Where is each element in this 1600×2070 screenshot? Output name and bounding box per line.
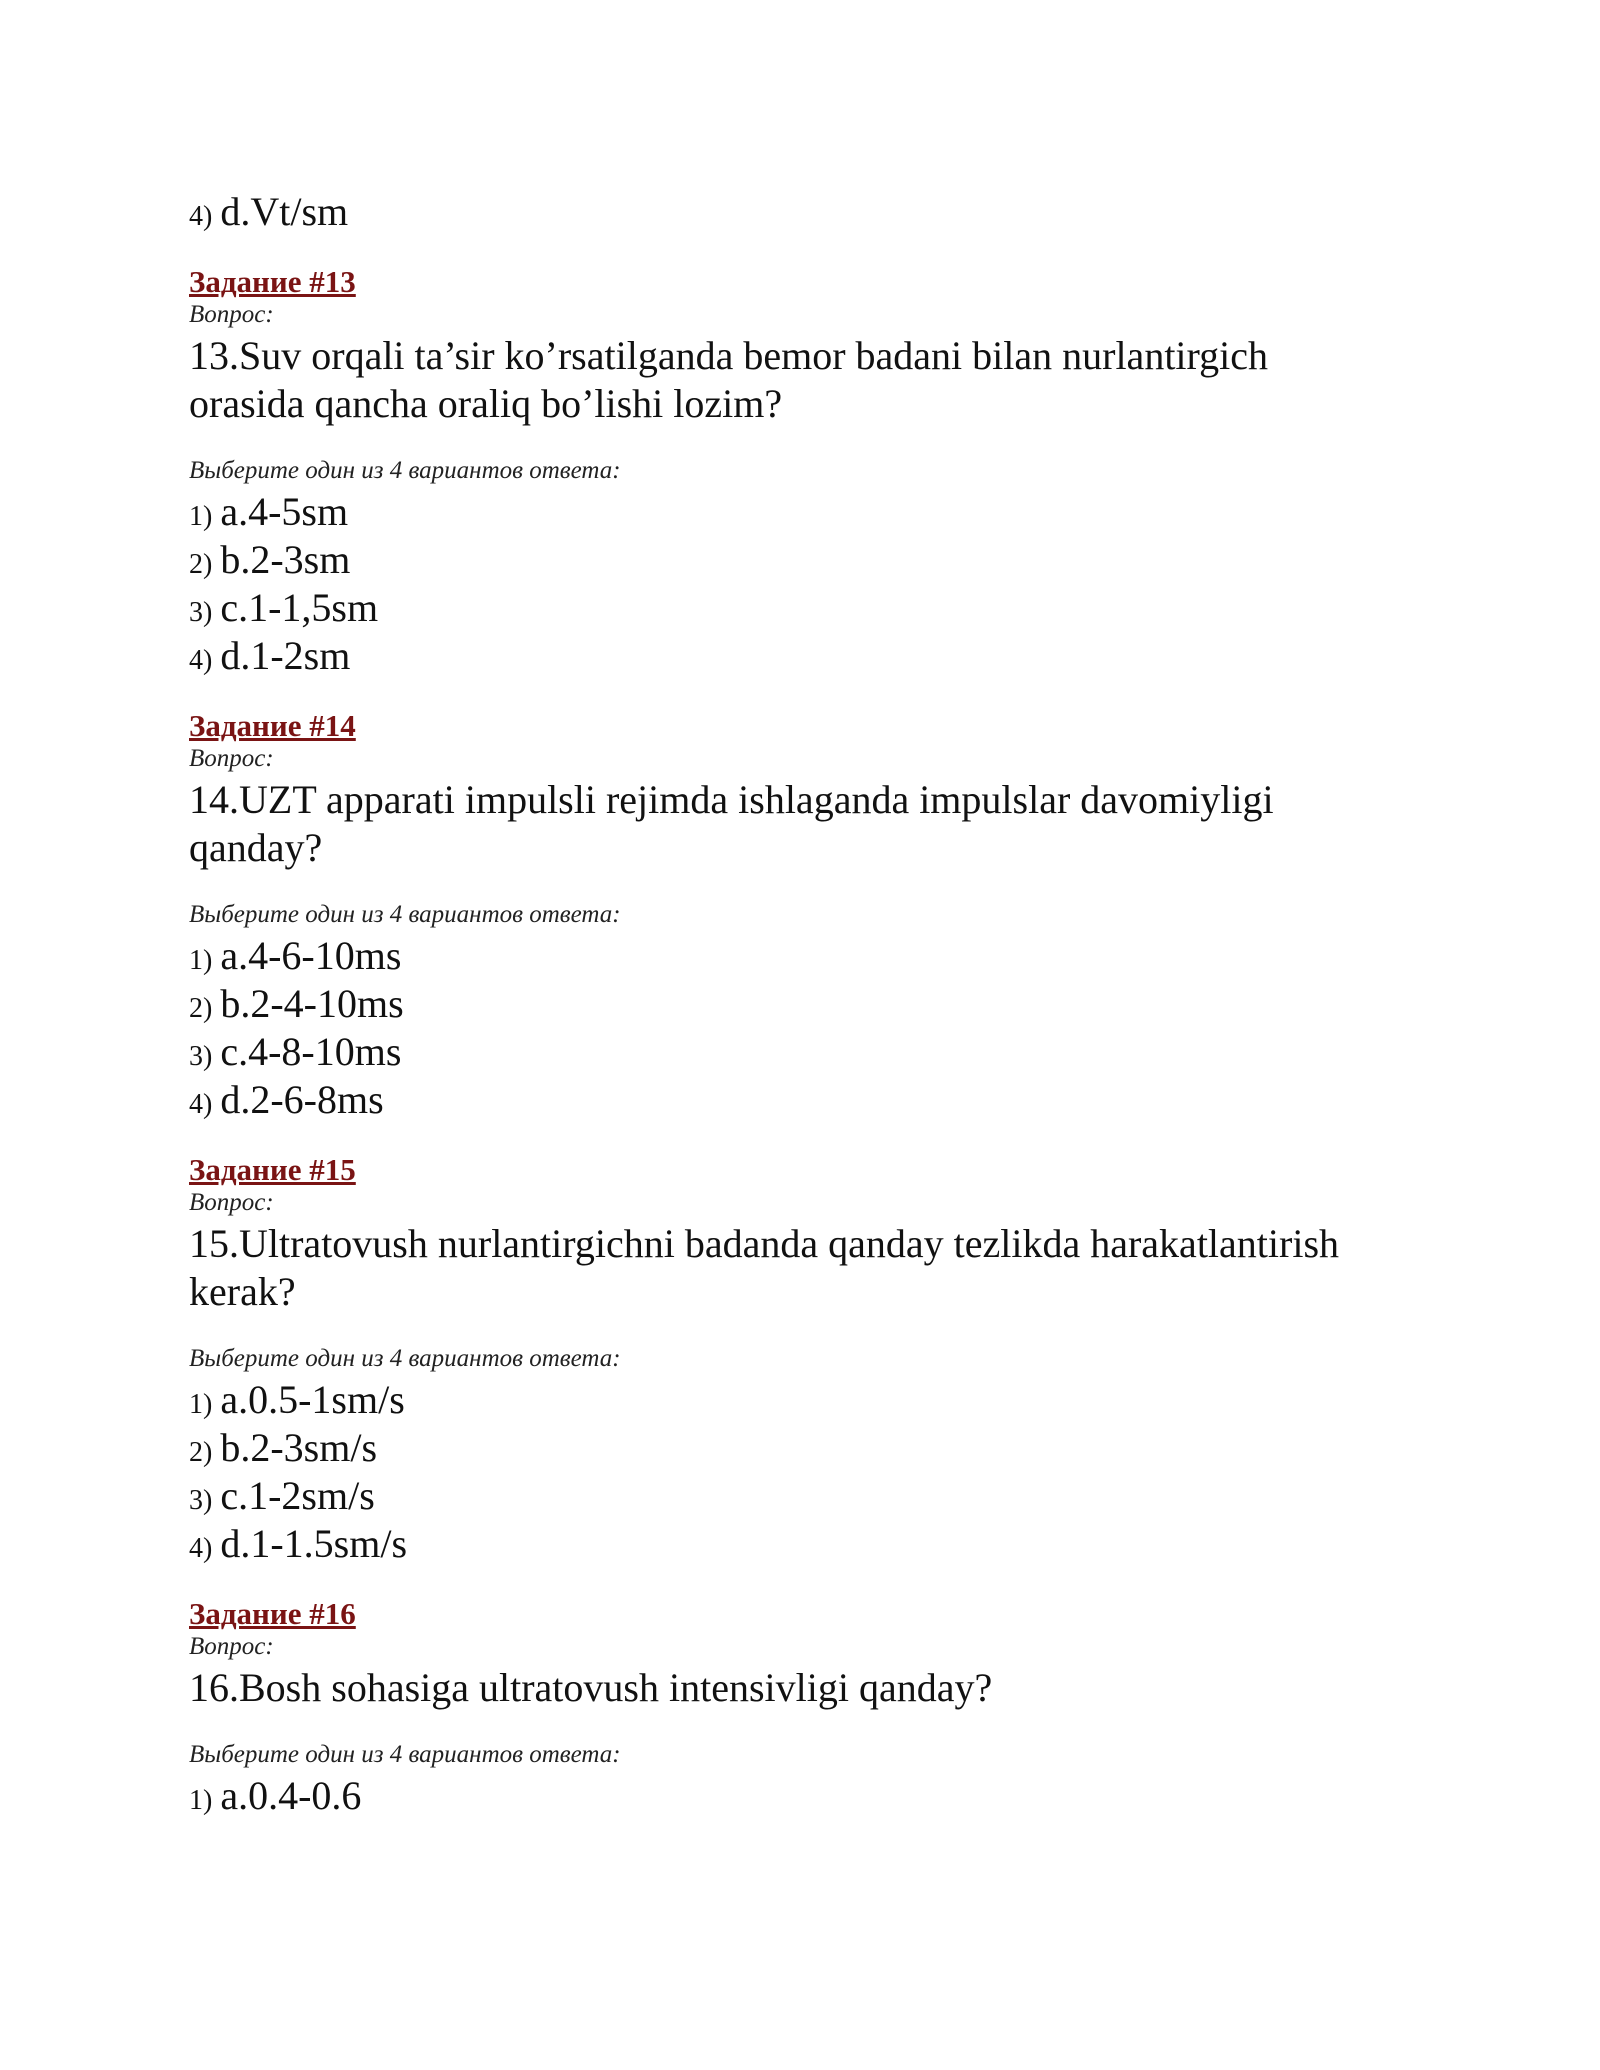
answer-option: [189, 1028, 1449, 1076]
answer-option: [189, 980, 1449, 1028]
answer-option: [189, 1376, 1449, 1424]
task-title[interactable]: Задание #14: [189, 708, 356, 743]
option-text: a.0.4-0.6: [220, 1773, 362, 1818]
answer-option: [189, 536, 1449, 584]
question-line: orasida qancha oraliq bo’lishi lozim?: [189, 381, 783, 426]
option-text: d.Vt/sm: [220, 189, 349, 234]
option-number: 4): [189, 1089, 213, 1120]
option-text: b.2-4-10ms: [220, 981, 404, 1026]
answer-option: [189, 1424, 1449, 1472]
option-number: 1): [189, 501, 213, 532]
answer-list: [189, 488, 1449, 680]
question-label: Вопрос:: [189, 1189, 274, 1216]
question-line: qanday?: [189, 825, 323, 870]
question-line: 16.Bosh sohasiga ultratovush intensivligi qanday?: [189, 1665, 993, 1710]
option-number: 4): [189, 1533, 213, 1564]
option-number: 1): [189, 945, 213, 976]
question-label: Вопрос:: [189, 301, 274, 328]
option-number: 1): [189, 1785, 213, 1816]
answer-option: [189, 632, 1449, 680]
task-16: [189, 1596, 1449, 1820]
answers-label: Выберите один из 4 вариантов ответа:: [189, 1741, 621, 1768]
question-line: kerak?: [189, 1269, 296, 1314]
option-text: b.2-3sm: [220, 537, 351, 582]
answers-label: Выберите один из 4 вариантов ответа:: [189, 1345, 621, 1372]
option-number: 2): [189, 1437, 213, 1468]
question-line: 14.UZT apparati impulsli rejimda ishlaganda impulslar davomiyligi: [189, 777, 1274, 822]
option-text: b.2-3sm/s: [220, 1425, 378, 1470]
answers-label: Выберите один из 4 вариантов ответа:: [189, 901, 621, 928]
question-label: Вопрос:: [189, 1633, 274, 1660]
question-text: [189, 1220, 1449, 1316]
option-text: a.0.5-1sm/s: [220, 1377, 405, 1422]
option-text: c.1-2sm/s: [220, 1473, 375, 1518]
answer-option: [189, 1520, 1449, 1568]
question-label: Вопрос:: [189, 745, 274, 772]
option-text: c.1-1,5sm: [220, 585, 379, 630]
answer-option: [189, 584, 1449, 632]
answer-option: [189, 188, 1449, 236]
option-text: a.4-5sm: [220, 489, 349, 534]
answer-option: [189, 932, 1449, 980]
question-text: [189, 332, 1449, 428]
answers-label: Выберите один из 4 вариантов ответа:: [189, 457, 621, 484]
question-text: [189, 776, 1449, 872]
option-text: d.1-1.5sm/s: [220, 1521, 408, 1566]
answer-list: [189, 1772, 1449, 1820]
option-text: d.2-6-8ms: [220, 1077, 384, 1122]
answer-option: [189, 488, 1449, 536]
answer-option: [189, 1076, 1449, 1124]
option-number: 2): [189, 993, 213, 1024]
option-number: 3): [189, 597, 213, 628]
task-15: [189, 1152, 1449, 1568]
answer-list: [189, 932, 1449, 1124]
option-text: c.4-8-10ms: [220, 1029, 402, 1074]
answer-list: [189, 1376, 1449, 1568]
question-line: 13.Suv orqali ta’sir ko’rsatilganda bemor badani bilan nurlantirgich: [189, 333, 1269, 378]
question-text: [189, 1664, 1449, 1712]
option-text: d.1-2sm: [220, 633, 351, 678]
option-number: 3): [189, 1485, 213, 1516]
task-14: [189, 708, 1449, 1124]
option-text: a.4-6-10ms: [220, 933, 402, 978]
question-line: 15.Ultratovush nurlantirgichni badanda qanday tezlikda harakatlantirish: [189, 1221, 1340, 1266]
option-number: 4): [189, 645, 213, 676]
option-number: 3): [189, 1041, 213, 1072]
task-title[interactable]: Задание #15: [189, 1152, 356, 1187]
option-number: 1): [189, 1389, 213, 1420]
answer-option: [189, 1772, 1449, 1820]
task-title[interactable]: Задание #13: [189, 264, 356, 299]
document-body: [189, 188, 1449, 1820]
option-number: 2): [189, 549, 213, 580]
option-number: 4): [189, 201, 213, 232]
task-title[interactable]: Задание #16: [189, 1596, 356, 1631]
answer-option: [189, 1472, 1449, 1520]
task-13: [189, 264, 1449, 680]
